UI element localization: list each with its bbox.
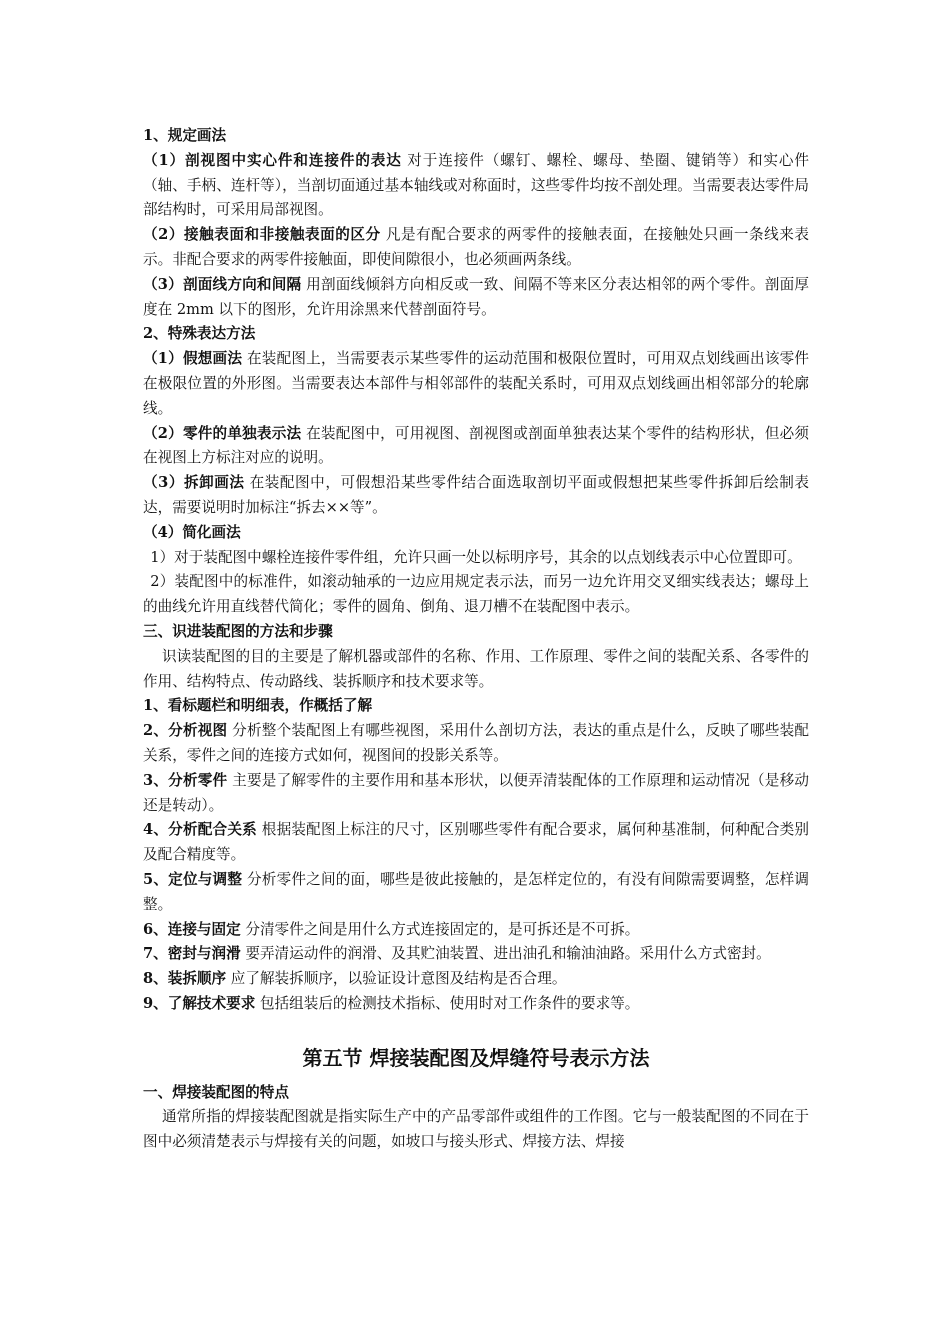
- step-text: 分析整个装配图上有哪些视图，采用什么剖切方法，表达的重点是什么，反映了哪些装配关系，零件之间的连接方式如何，视图间的投影关系等。: [143, 722, 809, 764]
- paragraph-text: 凡是有配合要求的两零件的接触表面，在接触处只画一条线来表示。非配合要求的两零件接触面，即使间隙很小，也必须画两条线。: [143, 226, 809, 268]
- paragraph-1-1: [143, 149, 809, 223]
- step-1: 1、看标题栏和明细表，作概括了解: [143, 697, 373, 715]
- step-5: [143, 868, 809, 918]
- heading-3: 三、识进装配图的方法和步骤: [143, 622, 333, 640]
- step-text: 要弄清运动件的润滑、及其贮油装置、进出油孔和输油油路。采用什么方式密封。: [240, 945, 771, 963]
- section-subheading: 一、焊接装配图的特点: [143, 1083, 289, 1101]
- paragraph-2-1: [143, 347, 809, 421]
- step-head: 2、分析视图: [143, 722, 228, 740]
- paragraph-text: 用剖面线倾斜方向相反或一致、间隔不等来区分表达相邻的两个零件。剖面厚度在 2mm 以下的图形，允许用涂黑来代替剖面符号。: [143, 275, 809, 318]
- paragraph-text: 在装配图中，可用视图、剖视图或剖面单独表达某个零件的结构形状，但必须在视图上方标注对应的说明。: [143, 424, 809, 467]
- paragraph-2-3: [143, 471, 809, 521]
- step-head: 5、定位与调整: [143, 870, 243, 888]
- paragraph-2-4-item-1: 1）对于装配图中螺栓连接件零件组，允许只画一处以标明序号，其余的以点划线表示中心位置即可。: [150, 548, 802, 566]
- step-head: 7、密封与润滑: [143, 945, 241, 963]
- paragraph-text: 在装配图中，可假想沿某些零件结合面选取剖切平面或假想把某些零件拆卸后绘制表达，需要说明时加标注“拆去××等”。: [143, 474, 809, 516]
- paragraph-2-4-heading: （4）简化画法: [143, 523, 241, 541]
- step-2: [143, 719, 809, 769]
- step-3: [143, 769, 809, 819]
- section-title: 第五节 焊接装配图及焊缝符号表示方法: [302, 1045, 650, 1070]
- heading-2: 2、特殊表达方法: [143, 325, 256, 343]
- step-text: 根据装配图上标注的尺寸，区别哪些零件有配合要求，属何种基准制，何种配合类别及配合精度等。: [143, 821, 809, 864]
- step-head: 8、装拆顺序: [143, 970, 227, 988]
- paragraph-2-4-item-2: 2）装配图中的标准件，如滚动轴承的一边应用规定表示法，而另一边允许用交叉细实线表达；螺母上的曲线允许用直线替代简化；零件的圆角、倒角、退刀槽不在装配图中表示。: [143, 573, 809, 616]
- step-8: [143, 967, 809, 992]
- step-text: 分清零件之间是用什么方式连接固定的，是可拆还是不可拆。: [240, 920, 640, 938]
- paragraph-3-intro: 识读装配图的目的主要是了解机器或部件的名称、作用、工作原理、零件之间的装配关系、各零件的作用、结构特点、传动路线、装拆顺序和技术要求等。: [143, 647, 809, 690]
- step-head: 6、连接与固定: [143, 920, 241, 938]
- step-6: [143, 918, 809, 943]
- subheading: （1）剖视图中实心件和连接件的表达: [143, 151, 402, 169]
- paragraph-1-2: [143, 223, 809, 273]
- step-4: [143, 818, 809, 868]
- paragraph-1-3: [143, 273, 809, 323]
- document-body: [143, 124, 809, 1155]
- subheading: （3）拆卸画法: [143, 474, 245, 492]
- paragraph-2-2: [143, 422, 809, 472]
- paragraph-text: 对于连接件（螺钉、螺栓、螺母、垫圈、键销等）和实心件（轴、手柄、连杆等），当剖切面通过基本轴线或对称面时，这些零件均按不剖处理。当需要表达零件局部结构时，可采用局部视图。: [143, 151, 809, 219]
- step-text: 分析零件之间的面，哪些是彼此接触的，是怎样定位的，有没有间隙需要调整，怎样调整。: [143, 870, 809, 913]
- subheading: （2）零件的单独表示法: [143, 424, 302, 442]
- step-head: 9、了解技术要求: [143, 994, 256, 1012]
- step-text: 应了解装拆顺序，以验证设计意图及结构是否合理。: [226, 970, 567, 988]
- heading-1: 1、规定画法: [143, 127, 227, 144]
- subheading: （1）假想画法: [143, 350, 243, 368]
- step-text: 包括组装后的检测技术指标、使用时对工作条件的要求等。: [255, 994, 640, 1012]
- step-head: 3、分析零件: [143, 771, 228, 789]
- section-paragraph: 通常所指的焊接装配图就是指实际生产中的产品零部件或组件的工作图。它与一般装配图的不同在于图中必须清楚表示与焊接有关的问题，如坡口与接头形式、焊接方法、焊接: [143, 1108, 809, 1151]
- paragraph-text: 在装配图上，当需要表示某些零件的运动范围和极限位置时，可用双点划线画出该零件在极限位置的外形图。当需要表达本部件与相邻部件的装配关系时，可用双点划线画出相邻部分的轮廓线。: [143, 350, 809, 417]
- step-9: [143, 992, 809, 1017]
- step-head: 4、分析配合关系: [143, 821, 257, 839]
- subheading: （2）接触表面和非接触表面的区分: [143, 226, 381, 244]
- step-7: [143, 942, 809, 967]
- subheading: （3）剖面线方向和间隔: [143, 275, 302, 293]
- step-text: 主要是了解零件的主要作用和基本形状，以便弄清装配体的工作原理和运动情况（是移动还是转动）。: [143, 771, 809, 814]
